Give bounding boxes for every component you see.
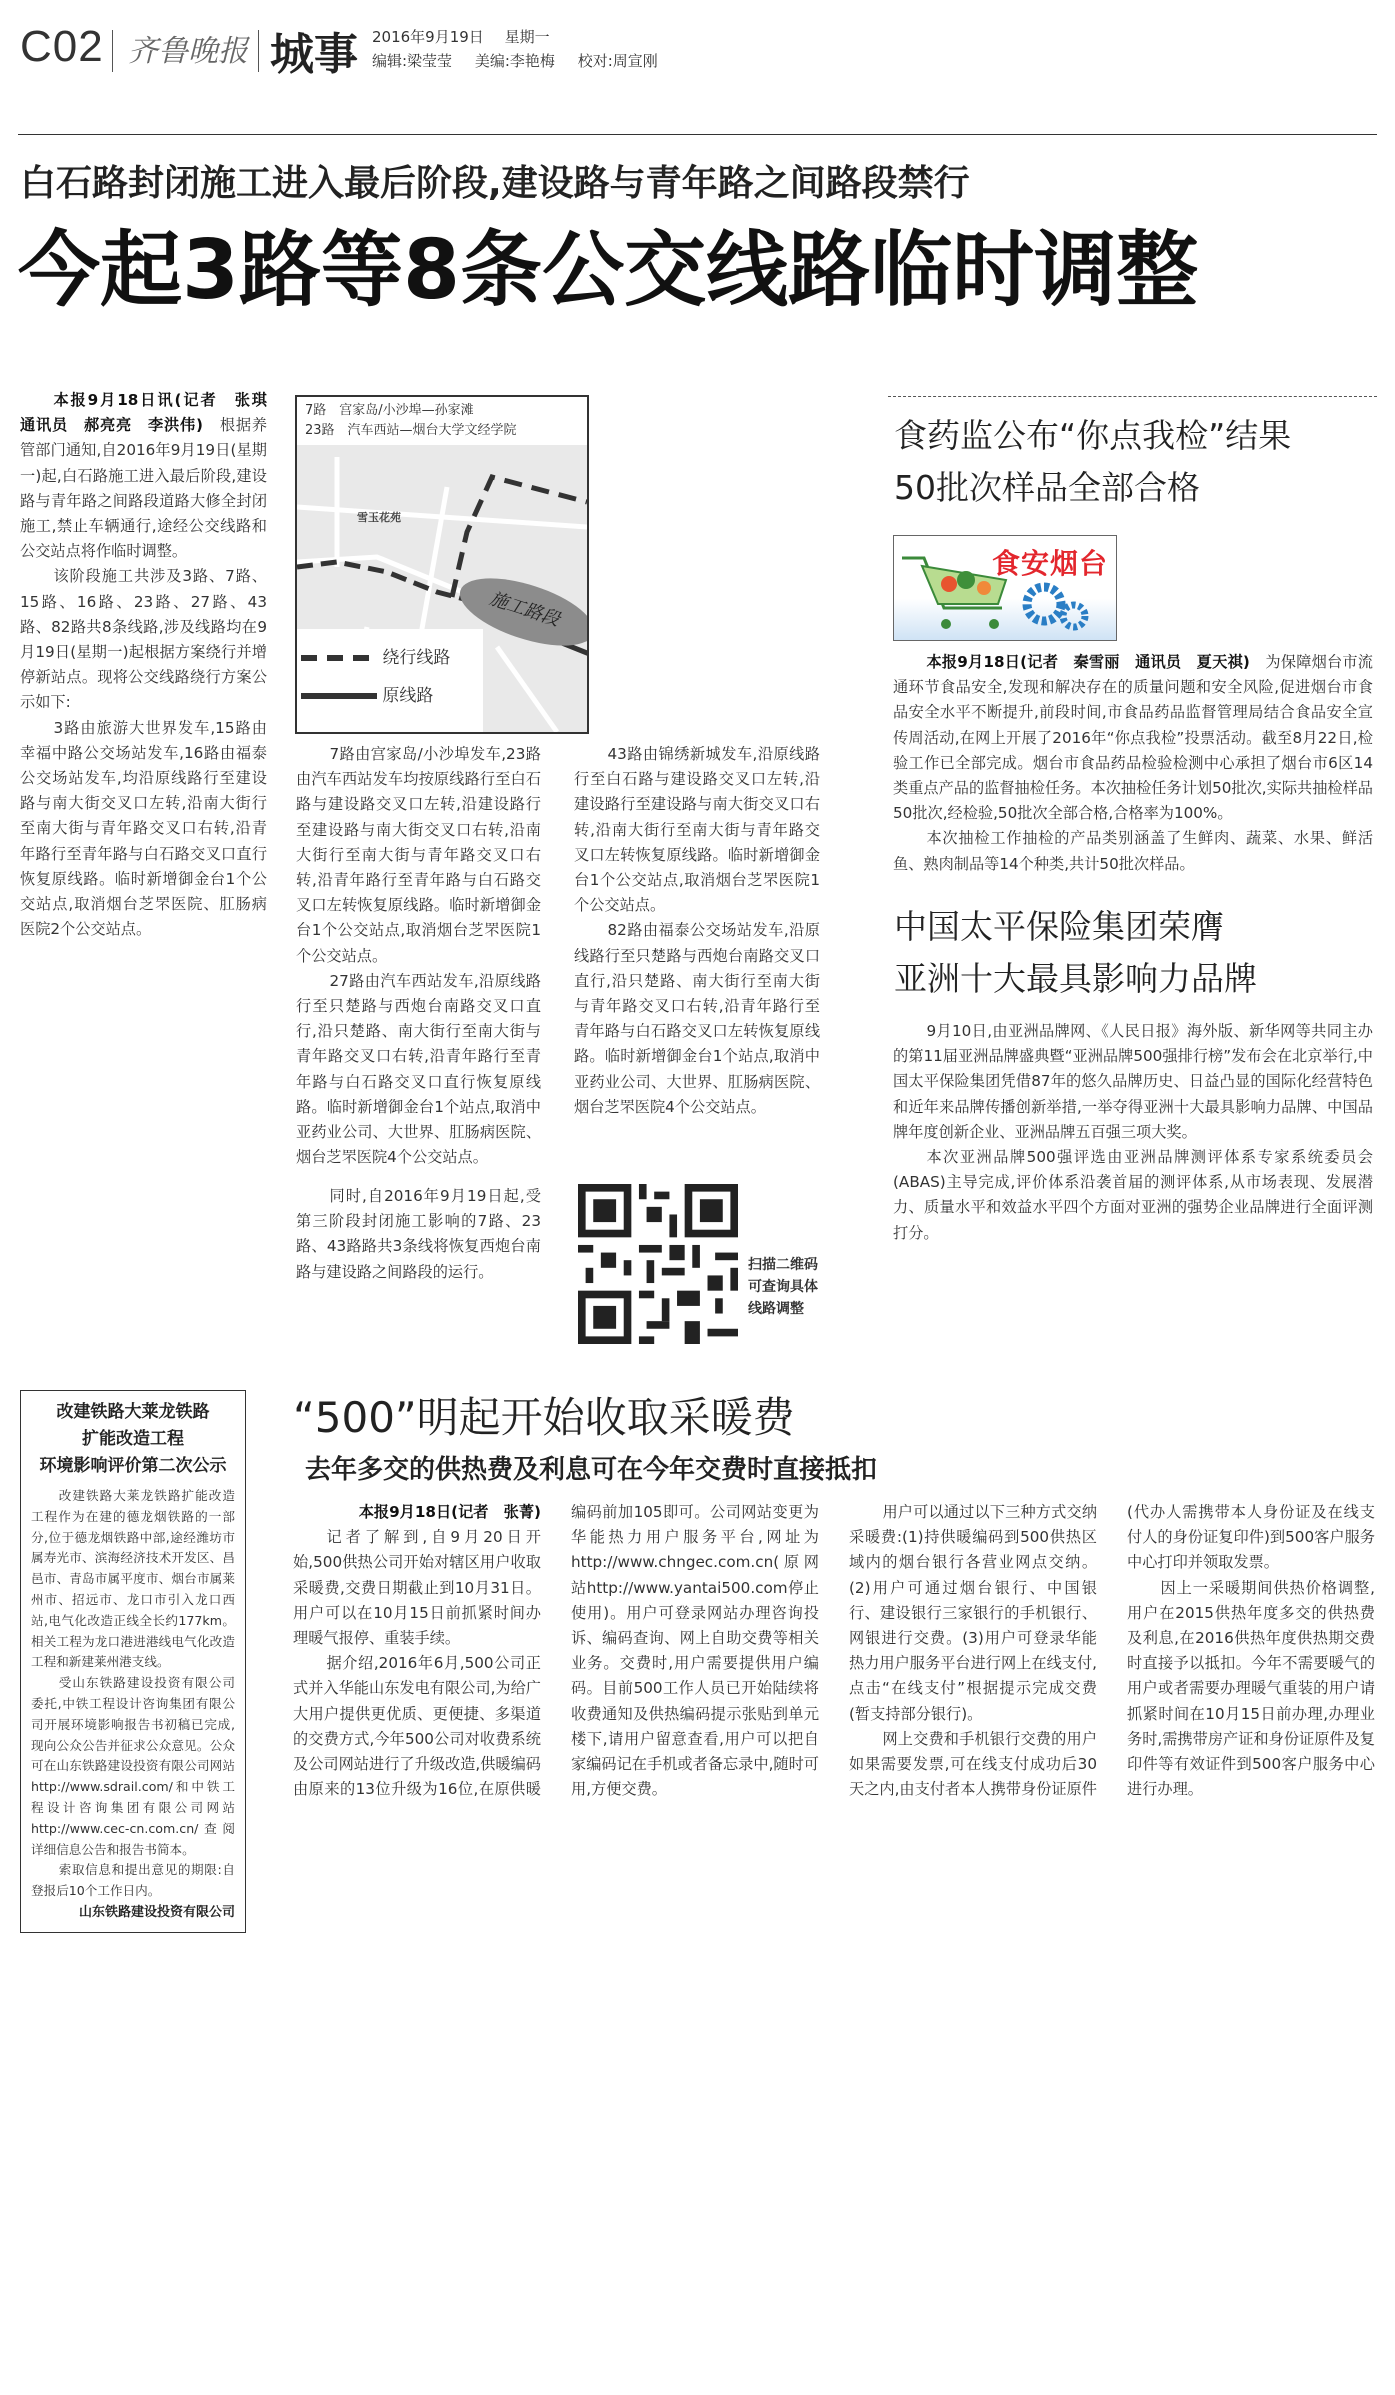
food-byline: 本报9月18日(记者 秦雪丽 通讯员 夏天祺) (926, 653, 1250, 671)
divider (112, 30, 113, 72)
cart-gears-illustration (894, 536, 1116, 640)
page-number: C02 (20, 22, 104, 71)
designer-credit: 美编:李艳梅 (474, 52, 555, 70)
legend-original: 原线路 (301, 681, 433, 706)
dashed-line-icon (301, 653, 377, 663)
lead-paragraph: 同时,自2016年9月19日起,受第三阶段封闭施工影响的7路、23路、43路路共3条线将恢复西炮台南路与建设路之间路段的运行。 (296, 1187, 541, 1281)
notice-paragraph: 改建铁路大莱龙铁路扩能改造工程作为在建的德龙烟铁路的一部分,位于德龙烟铁路中部,途经潍坊市属寿光市、滨海经济技术开发区、昌邑市、青岛市属平度市、烟台市属莱州市、招远市、龙口市引入龙口西站,电气化改造正线全长约177km。相关工程为龙口港进港线电气化改造工程和新建莱州港支线。 (31, 1488, 235, 1670)
heating-paragraph: 据介绍,2016年6月,500公司正式并入华能山东发电有限公司,为给广大用户提供更优质、更便捷、多渠道的交费方式,今年500公司对收费系统及公司网站进行了升级改造,供暖编码由原来的13位升级为16位,在原供暖编码前加105即可。公司网站变更为华能热力用户服务平台,网址为http://www.chngec.com.cn(原网站http://www.yantai500.com停止使用)。用户可登录网站办理咨询投诉、编码查询、网上自助交费等相关业务。交费时,用户需要提供用户编码。目前500工作人员已开始陆续将收费通知及供热编码提示张贴到单元楼下,请用户留意查看,用户可以把自家编码记在手机或者备忘录中,随时可用,方便交费。 (293, 1503, 819, 1799)
heating-paragraph: 记者了解到,自9月20日开始,500供热公司开始对辖区用户收取采暖费,交费日期截止到10月31日。用户可以在10月15日前抓紧时间办理暖气报停、重装手续。 (293, 1528, 541, 1648)
qr-caption: 扫描二维码可查询具体线路调整 (748, 1257, 818, 1317)
divider (258, 30, 259, 72)
construction-zone-label: 施工路段 (487, 588, 563, 631)
qr-code[interactable] (578, 1184, 738, 1344)
heating-paragraph: 因上一采暖期间供热价格调整,用户在2015供热年度多交的供热费及利息,在2016供热年度供热期交费时直接予以抵扣。今年不需要暖气的用户或者需要办理暖气重装的用户请抓紧时间在10月15日前办理,办理业务时,需携带房产证和身份证原件及复印件等有效证件到500客户服务中心进行办理。 (1127, 1578, 1375, 1799)
issue-date: 2016年9月19日 (372, 28, 484, 46)
notice-body (31, 1486, 235, 1902)
lead-paragraph: 该阶段施工共涉及3路、7路、15路、16路、23路、27路、43路、82路共8条线路,涉及线路均在9月19日(星期一)起根据方案绕行并增停新站点。现将公交线路绕行方案公示如下: (20, 567, 267, 712)
heating-title: “500”明起开始收取采暖费 (293, 1393, 795, 1442)
lead-column-1 (20, 388, 283, 942)
lead-column-2 (296, 742, 541, 1170)
lead-paragraph: 82路由福泰公交场站发车,沿原线路行至只楚路与西炮台南路交叉口直行,沿只楚路、南大街行至南大街与青年路交叉口右转,沿青年路行至青年路与白石路交叉口左转恢复原线路。临时新增御金台1个站点,取消中亚药业公司、大世界、肛肠病医院、烟台芝罘医院4个公交站点。 (574, 921, 820, 1116)
lead-paragraph: 3路由旅游大世界发车,15路由幸福中路公交场站发车,16路由福泰公交场站发车,均沿原线路行至建设路与南大街交叉口左转,沿南大街行至南大街与青年路交叉口右转,沿青年路行至青年路与白石路交叉口直行恢复原线路。临时新增御金台1个公交站点,取消烟台芝罘医院、肛肠病医院2个公交站点。 (20, 718, 267, 939)
map-place-label: 雪玉花苑 (357, 511, 401, 524)
notice-paragraph: 受山东铁路建设投资有限公司委托,中铁工程设计咨询集团有限公司开展环境影响报告书初稿已完成,现向公众公告并征求公众意见。公众可在山东铁路建设投资有限公司网站http://www.sdrail.com/和中铁工程设计咨询集团有限公司网站http://www.cec-cn.com.cn/查阅详细信息公告和报告书简本。 (31, 1675, 235, 1857)
food-story-title: 食药监公布“你点我检”结果 50批次样品全部合格 (894, 416, 1292, 507)
heating-byline: 本报9月18日(记者 张菁) (358, 1503, 541, 1521)
lead-kicker: 白石路封闭施工进入最后阶段,建设路与青年路之间路段禁行 (20, 163, 970, 204)
insurance-body (893, 1019, 1373, 1246)
heating-body (293, 1500, 1375, 1802)
issue-date-line (372, 26, 550, 47)
insurance-paragraph: 本次亚洲品牌500强评选由亚洲品牌测评体系专家系统委员会(ABAS)主导完成,评价体系沿袭首届的测评体系,从市场表现、发展潜力、质量水平和效益水平四个方面对亚洲的强势企业品牌进行全面评测打分。 (893, 1148, 1373, 1242)
lead-column-3 (574, 742, 820, 1120)
section-title: 城事 (270, 29, 358, 80)
lead-paragraph: 根据养管部门通知,自2016年9月19日(星期一)起,白石路施工进入最后阶段,建设路与青年路之间路段道路大修全封闭施工,禁止车辆通行,途经公交线路和公交站点将作临时调整。 (20, 416, 268, 561)
insurance-paragraph: 9月10日,由亚洲品牌网、《人民日报》海外版、新华网等共同主办的第11届亚洲品牌盛典暨“亚洲品牌500强排行榜”发布会在北京举行,中国太平保险集团凭借87年的悠久品牌历史、日益凸显的国际化经营特色和近年来品牌传播创新举措,一举夺得亚洲十大最具影响力品牌、中国品牌年度创新企业、亚洲品牌五百强三项大奖。 (893, 1022, 1373, 1141)
notice-paragraph: 索取信息和提出意见的期限:自登报后10个工作日内。 (31, 1862, 235, 1899)
lead-headline: 今起3路等8条公交线路临时调整 (18, 223, 1199, 318)
food-body (893, 650, 1373, 877)
heating-subtitle: 去年多交的供热费及利息可在今年交费时直接抵扣 (305, 1455, 878, 1485)
notice-signature: 山东铁路建设投资有限公司 (78, 1904, 235, 1920)
route-map (295, 395, 589, 734)
masthead-rule (18, 134, 1377, 135)
legend-detour: 绕行线路 (301, 643, 450, 668)
food-safety-brand: 食安烟台 (991, 547, 1108, 580)
notice-title-line: 改建铁路大莱龙铁路 (56, 1402, 210, 1422)
food-paragraph: 本次抽检工作抽检的产品类别涵盖了生鲜肉、蔬菜、水果、鲜活鱼、熟肉制品等14个种类,共计50批次样品。 (893, 829, 1373, 873)
map-legend (297, 629, 483, 732)
lead-column-4 (296, 1184, 541, 1285)
map-caption (297, 397, 587, 445)
credits-line (372, 50, 658, 71)
heating-paragraph: 网上交费和手机银行交费的用户如果需要发票,可在线支付成功后30天之内,由支付者本人携带身份证原件(代办人需携带本人身份证及在线支付人的身份证复印件)到500客户服务中心打印并领取发票。 (849, 1503, 1375, 1799)
newspaper-logo: 齐鲁晚报 (128, 34, 248, 69)
notice-title-line: 环境影响评价第二次公示 (39, 1456, 227, 1476)
map-route-7: 7路 宫家岛/小沙埠—孙家滩 (305, 403, 474, 418)
weekday: 星期一 (504, 28, 550, 46)
notice-title-line: 扩能改造工程 (82, 1429, 184, 1449)
food-safety-image (893, 535, 1117, 641)
editor-credit: 编辑:梁莹莹 (372, 52, 453, 70)
lead-paragraph: 7路由宫家岛/小沙埠发车,23路由汽车西站发车均按原线路行至白石路与建设路交叉口左转,沿建设路行至建设路与南大街交叉口右转,沿南大街行至南大街与青年路交叉口右转,沿青年路行至青年路与白石路交叉口左转恢复原线路。临时新增御金台1个公交站点,取消烟台芝罘医院1个公交站点。 (296, 745, 541, 965)
food-paragraph: 为保障烟台市流通环节食品安全,发现和解决存在的质量问题和安全风险,促进烟台市食品安全水平不断提升,前段时间,市食品药品监督管理局结合食品安全宣传周活动,在网上开展了2016年“你点我检”投票活动。截至8月22日,检验工作已全部完成。烟台市食品药品检验检测中心承担了烟台市6区14类重点产品的监督抽检任务。本次抽检任务计划50批次,实际共抽检样品50批次,经检验,50批次全部合格,合格率为100%。 (893, 653, 1373, 823)
lead-paragraph: 43路由锦绣新城发车,沿原线路行至白石路与建设路交叉口左转,沿建设路行至建设路与南大街交叉口右转,沿南大街行至南大街与青年路交叉口左转恢复原线路。临时新增御金台1个公交站点,取消烟台芝罘医院1个公交站点。 (574, 745, 820, 915)
lead-byline: 本报9月18日讯(记者 张琪 通讯员 郝亮亮 李洪伟) (20, 391, 283, 435)
column-rule (888, 396, 1377, 397)
lead-paragraph: 27路由汽车西站发车,沿原线路行至只楚路与西炮台南路交叉口直行,沿只楚路、南大街行至南大街与青年路交叉口右转,沿青年路行至青年路与白石路交叉口直行恢复原线路。临时新增御金台1个站点,取消中亚药业公司、大世界、肛肠病医院、烟台芝罘医院4个公交站点。 (296, 971, 541, 1167)
insurance-story-title: 中国太平保险集团荣膺 亚洲十大最具影响力品牌 (894, 907, 1257, 998)
rail-notice-box (20, 1390, 246, 1933)
proofreader-credit: 校对:周宣刚 (577, 52, 658, 70)
heating-paragraph: 用户可以通过以下三种方式交纳采暖费:(1)持供暖编码到500供热区域内的烟台银行各营业网点交纳。(2)用户可通过烟台银行、中国银行、建设银行三家银行的手机银行、网银进行交费。(3)用户可登录华能热力用户服务平台进行网上在线支付,点击“在线支付”根据提示完成交费(暂支持部分银行)。 (849, 1503, 1097, 1723)
solid-line-icon (301, 691, 377, 701)
map-route-23: 23路 汽车西站—烟台大学文经学院 (305, 423, 517, 438)
